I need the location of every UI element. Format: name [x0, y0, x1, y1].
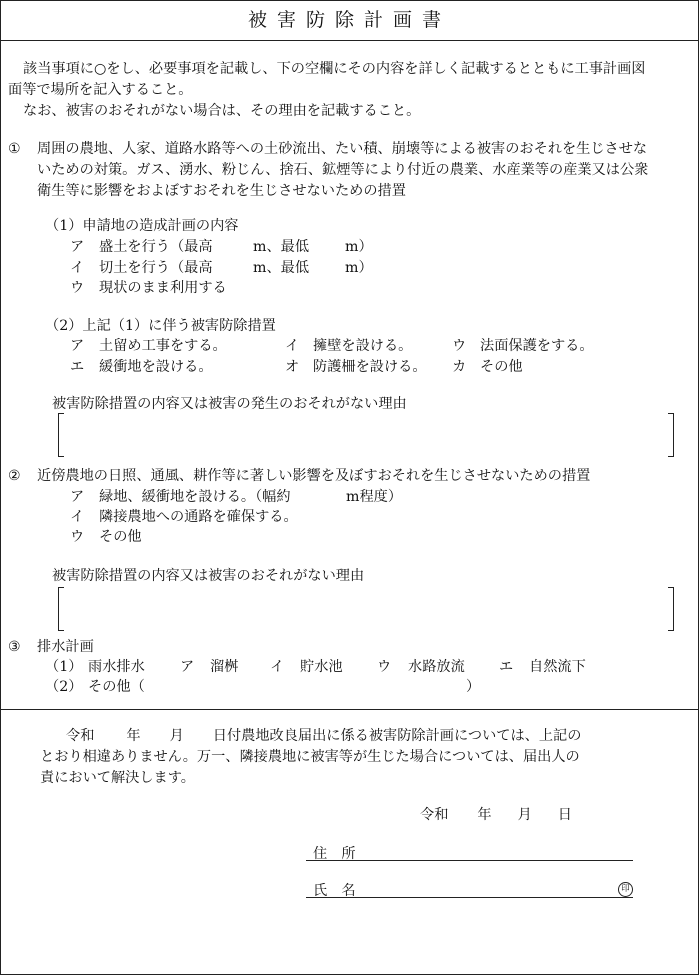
drainage-option-a-label: ア: [180, 659, 195, 675]
cut-max-unit: m、最低: [253, 260, 310, 276]
name-field[interactable]: [306, 897, 633, 898]
measure-u-label: ウ: [452, 338, 467, 354]
declaration-line-2: とおり相違ありません。万一、隣接農地に被害等が生じた場合については、届出人の: [40, 749, 580, 765]
drainage-option-e-label: エ: [499, 659, 514, 675]
measure-o-label: オ: [285, 359, 300, 375]
measure-ka-label: カ: [452, 359, 467, 375]
section-3-number: ③: [8, 639, 21, 655]
option-i-label: イ: [70, 260, 85, 276]
section-1-reason-label: 被害防除措置の内容又は被害の発生のおそれがない理由: [52, 396, 407, 412]
option-cut-text: 切土を行う（最高: [99, 260, 213, 276]
declaration-line-1-rest: 日付農地改良届出に係る被害防除計画については、上記の: [212, 728, 582, 744]
drainage-option-e: 自然流下: [529, 659, 586, 675]
sub1-heading: （1）申請地の造成計画の内容: [45, 218, 239, 234]
drainage-option-u: 水路放流: [408, 659, 465, 675]
cut-min-unit: m）: [345, 260, 373, 276]
drainage-row-2-number: （2）: [45, 679, 83, 695]
section-1-reason-bracket-right: [668, 413, 674, 457]
declaration-line-1: [66, 727, 581, 745]
section-2-reason-bracket-right: [668, 587, 674, 631]
s2-option-a-text: 緑地、緩衝地を設ける。（幅約: [99, 489, 291, 505]
option-keep-text: 現状のまま利用する: [99, 280, 227, 296]
fill-min-unit: m）: [345, 239, 373, 255]
signature-date-era: 令和: [420, 807, 449, 823]
signature-date: [420, 806, 572, 824]
declaration-line-3: 責において解決します。: [40, 770, 195, 786]
drainage-option-a: 溜桝: [210, 659, 239, 675]
intro-line-1: 該当事項に○をし、必要事項を記載し、下の空欄にその内容を詳しく記載するとともに工事計画図: [23, 61, 646, 77]
s2-option-i-text: 隣接農地への通路を確保する。: [99, 509, 298, 525]
section-divider: [0, 709, 699, 710]
section-3-heading: 排水計画: [37, 639, 94, 655]
declaration-year: 年: [126, 728, 141, 744]
section-2-number: ②: [8, 468, 21, 484]
s2-option-a-unit: m程度）: [346, 489, 403, 505]
signature-date-day: 日: [557, 807, 572, 823]
sub2-heading: （2）上記（1）に伴う被害防除措置: [45, 318, 276, 334]
signature-date-month: 月: [517, 807, 532, 823]
fill-max-unit: m、最低: [253, 239, 310, 255]
measure-a-label: ア: [70, 338, 85, 354]
signature-date-year: 年: [477, 807, 492, 823]
measure-ka-text: その他: [480, 359, 523, 375]
section-1-number: ①: [8, 141, 21, 157]
s2-option-a-label: ア: [70, 489, 85, 505]
s2-option-u-label: ウ: [70, 529, 85, 545]
name-label: 氏 名: [313, 883, 356, 899]
measure-i-text: 擁壁を設ける。: [313, 338, 413, 354]
document-title: 被害防除計画書: [0, 0, 699, 41]
measure-e-text: 緩衝地を設ける。: [99, 359, 213, 375]
drainage-option-i: 貯水池: [300, 659, 343, 675]
measure-o-text: 防護柵を設ける。: [313, 359, 427, 375]
declaration-era: 令和: [66, 728, 95, 744]
option-a-label: ア: [70, 239, 85, 255]
section-2-text: 近傍農地の日照、通風、耕作等に著しい影響を及ぼすおそれを生じさせないための措置: [37, 468, 591, 484]
option-fill-text: 盛土を行う（最高: [99, 239, 213, 255]
drainage-row-2-close: ）: [466, 679, 481, 695]
seal-mark: 印: [618, 882, 633, 897]
drainage-row-1-number: （1）: [45, 659, 83, 675]
declaration-month: 月: [169, 728, 184, 744]
option-u-label: ウ: [70, 280, 85, 296]
section-2-reason-bracket-left: [58, 587, 64, 631]
intro-line-2: 面等で場所を記入すること。: [8, 82, 193, 98]
drainage-option-i-label: イ: [270, 659, 285, 675]
drainage-row-2-label: その他（: [88, 679, 145, 695]
drainage-row-1-label: 雨水排水: [88, 659, 145, 675]
s2-option-i-label: イ: [70, 509, 85, 525]
measure-i-label: イ: [285, 338, 300, 354]
section-1-text-1: 周囲の農地、人家、道路水路等への土砂流出、たい積、崩壊等による被害のおそれを生じさせな: [37, 141, 648, 157]
section-1-text-3: 衛生等に影響をおよぼすおそれを生じさせないための措置: [37, 183, 406, 199]
intro-line-3: なお、被害のおそれがない場合は、その理由を記載すること。: [23, 103, 421, 119]
section-2-reason-label: 被害防除措置の内容又は被害のおそれがない理由: [52, 568, 365, 584]
s2-option-u-text: その他: [99, 529, 142, 545]
address-field[interactable]: [306, 860, 633, 861]
measure-e-label: エ: [70, 359, 85, 375]
measure-u-text: 法面保護をする。: [480, 338, 594, 354]
measure-a-text: 土留め工事をする。: [99, 338, 227, 354]
section-1-reason-bracket-left: [58, 413, 64, 457]
section-1-text-2: いための対策。ガス、湧水、粉じん、捨石、鉱煙等により付近の農業、水産業等の産業又は公衆: [37, 162, 649, 178]
address-label: 住 所: [313, 846, 356, 862]
drainage-option-u-label: ウ: [377, 659, 392, 675]
